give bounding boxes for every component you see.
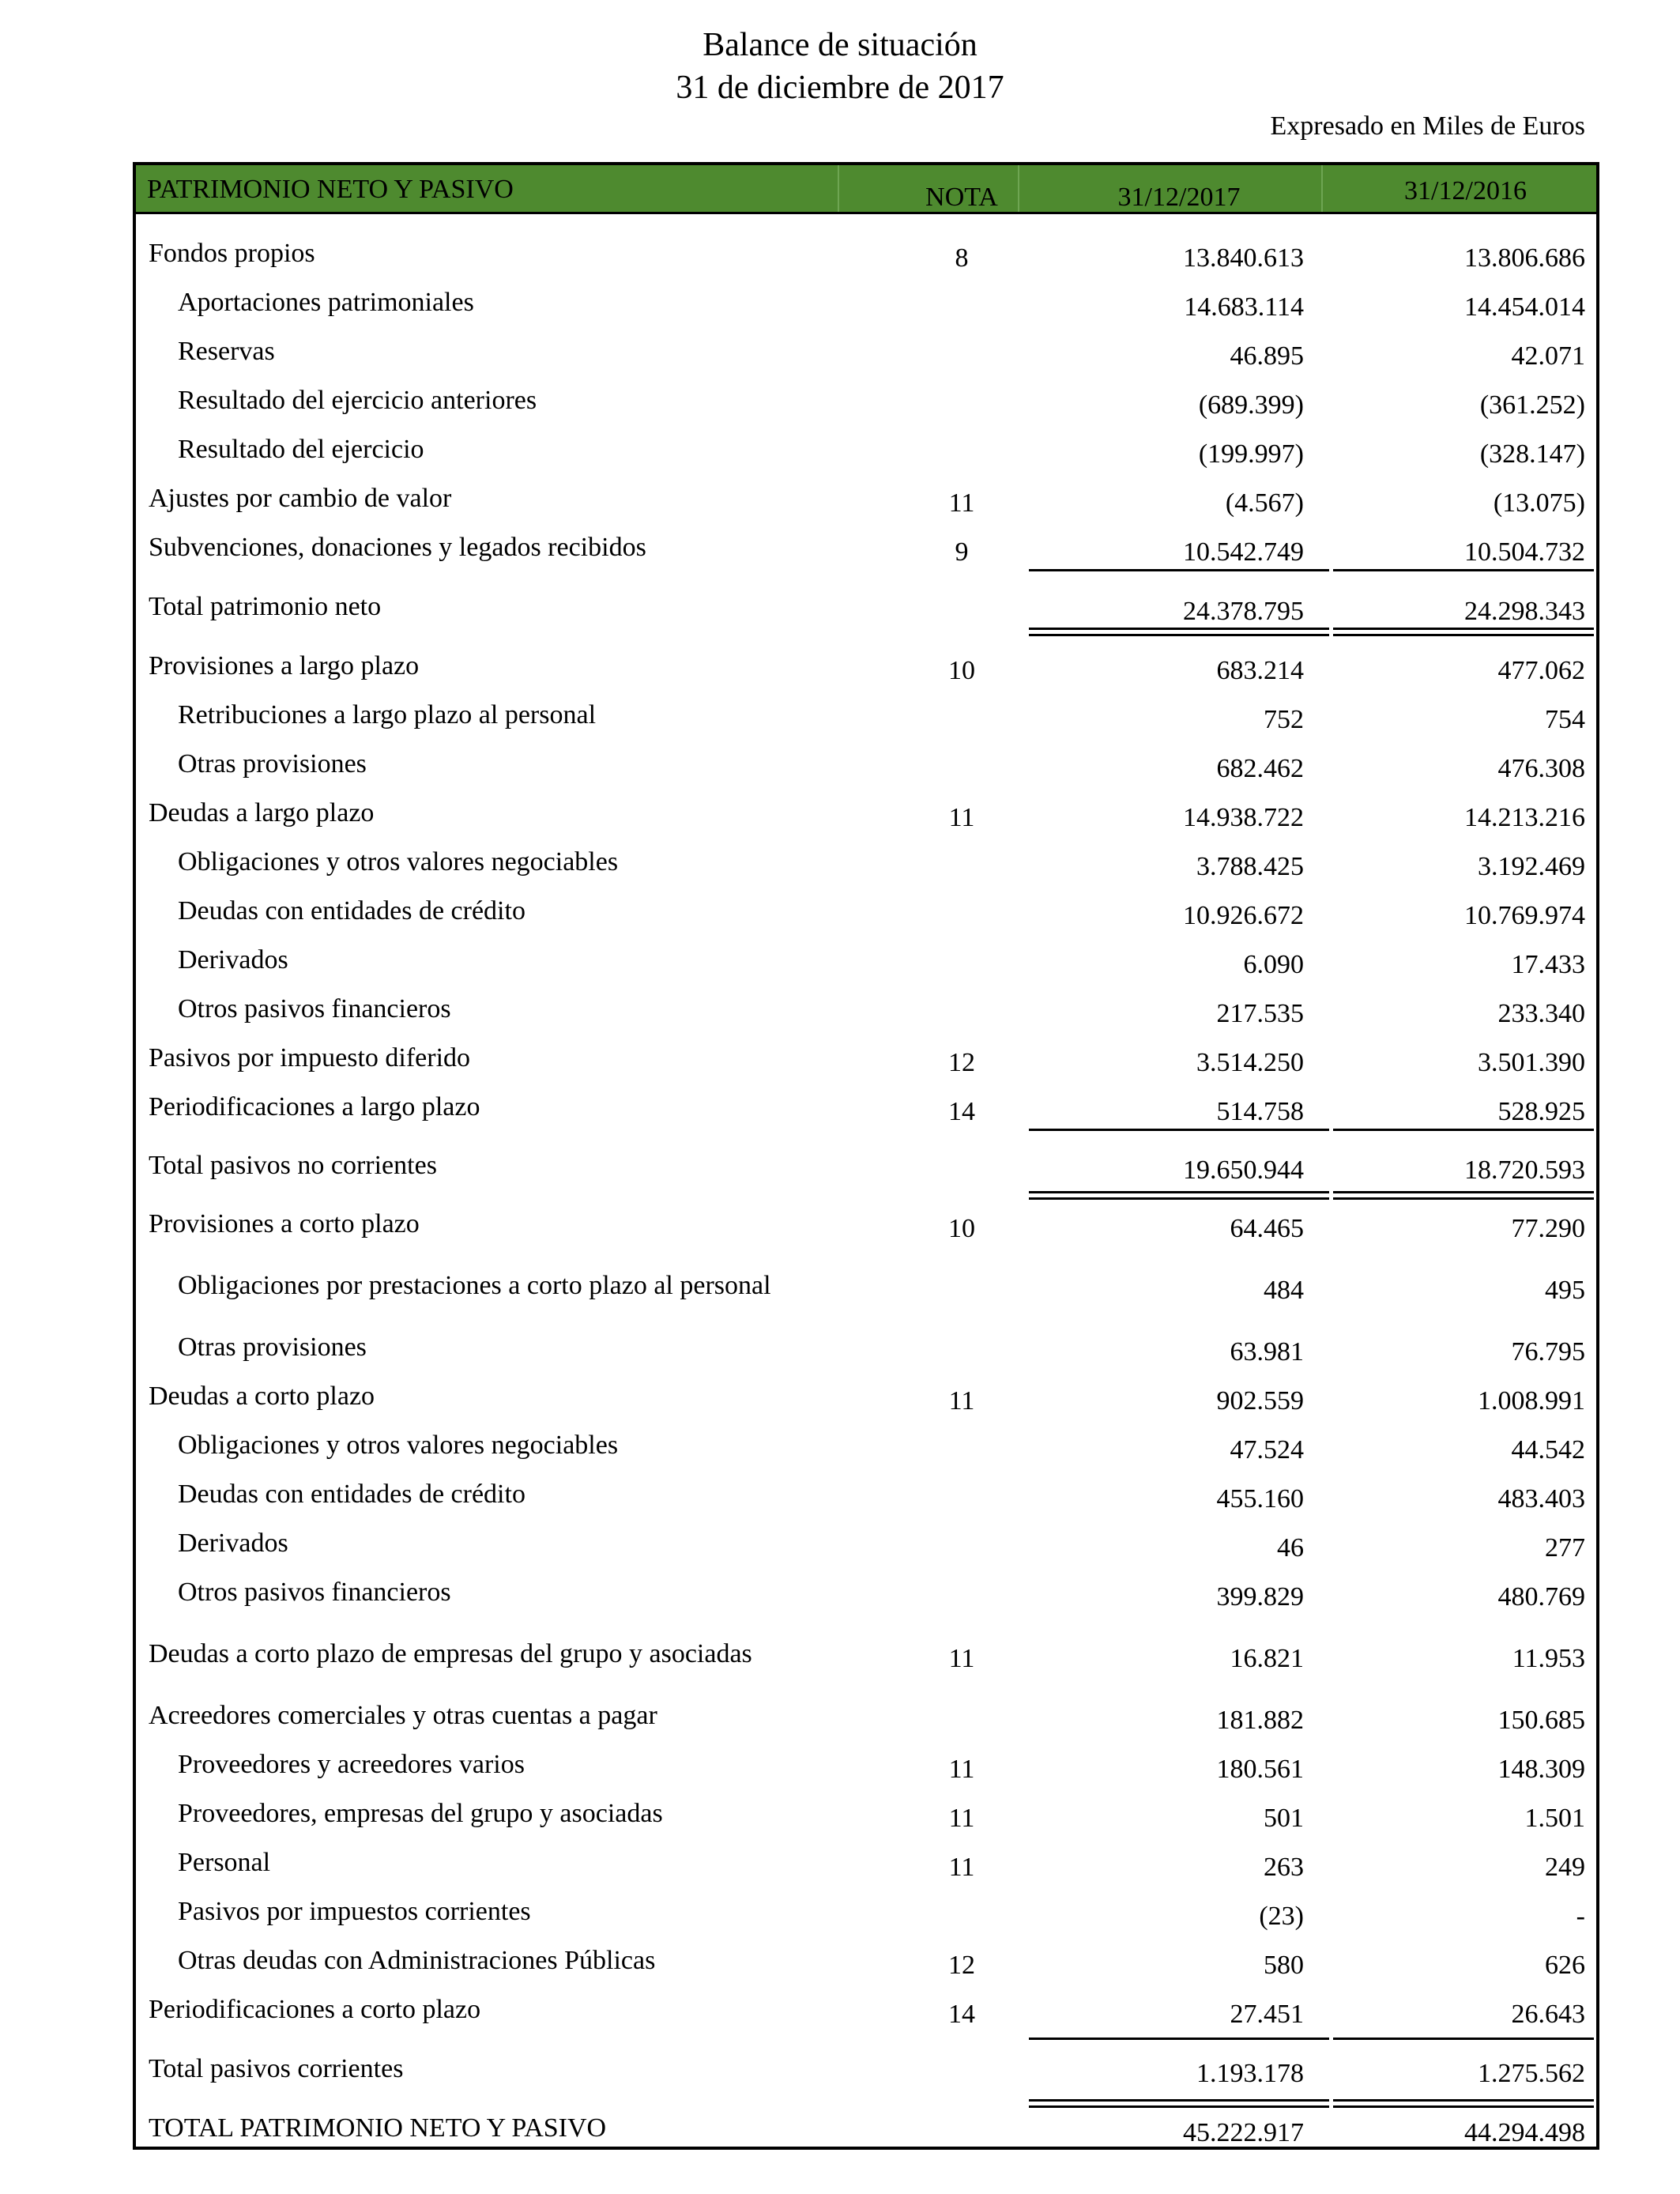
row-value-2017: 46 xyxy=(1277,1533,1304,1563)
header-col-2016: 31/12/2016 xyxy=(1404,176,1527,205)
row-value-2017: 752 xyxy=(1264,705,1304,734)
table-row xyxy=(136,2107,1596,2154)
row-value-2016: 44.542 xyxy=(1511,1435,1585,1465)
table-row xyxy=(136,1265,1596,1312)
total-double-rule xyxy=(1029,1197,1329,1200)
table-row xyxy=(136,988,1596,1035)
row-value-2017: (689.399) xyxy=(1198,390,1304,420)
row-value-2017: 181.882 xyxy=(1216,1706,1304,1735)
row-value-2017: 64.465 xyxy=(1230,1214,1304,1243)
row-value-2016: 148.309 xyxy=(1497,1755,1585,1784)
row-nota: 12 xyxy=(948,1048,975,1077)
row-label: Resultado del ejercicio anteriores xyxy=(178,386,537,415)
row-label: Deudas a largo plazo xyxy=(149,798,375,827)
table-row xyxy=(136,1695,1596,1742)
row-label: Deudas a corto plazo xyxy=(149,1382,375,1411)
row-value-2017: 6.090 xyxy=(1243,950,1304,979)
row-label: Provisiones a largo plazo xyxy=(149,651,420,680)
header-separator xyxy=(838,165,839,212)
row-label: Deudas con entidades de crédito xyxy=(178,896,525,925)
row-value-2017: 45.222.917 xyxy=(1183,2118,1304,2147)
row-label: Derivados xyxy=(178,1529,288,1558)
table-row xyxy=(136,428,1596,476)
row-value-2017: 46.895 xyxy=(1230,341,1304,371)
header-label: PATRIMONIO NETO Y PASIVO xyxy=(147,175,514,204)
table-row xyxy=(136,1744,1596,1791)
row-nota: 10 xyxy=(948,656,975,685)
row-value-2016: 528.925 xyxy=(1497,1097,1585,1126)
row-value-2016: (361.252) xyxy=(1479,390,1585,420)
table-row xyxy=(136,1203,1596,1250)
row-value-2016: 10.504.732 xyxy=(1464,537,1585,567)
table-row xyxy=(136,1473,1596,1521)
row-label: Ajustes por cambio de valor xyxy=(149,484,452,513)
row-value-2016: - xyxy=(1576,1902,1585,1931)
header-col-2017: 31/12/2017 xyxy=(1117,183,1241,212)
row-value-2017: (4.567) xyxy=(1225,488,1304,518)
row-label: Otras provisiones xyxy=(178,749,367,778)
subtotal-rule xyxy=(1333,2038,1594,2040)
row-label: TOTAL PATRIMONIO NETO Y PASIVO xyxy=(149,2113,607,2143)
row-label: Acreedores comerciales y otras cuentas a pagar xyxy=(149,1701,657,1730)
row-value-2017: 484 xyxy=(1264,1276,1304,1305)
row-nota: 11 xyxy=(948,488,975,518)
row-label: Pasivos por impuesto diferido xyxy=(149,1043,471,1072)
row-nota: 10 xyxy=(948,1214,975,1243)
table-row xyxy=(136,1375,1596,1423)
row-value-2017: 24.378.795 xyxy=(1183,597,1304,626)
table-row xyxy=(136,1989,1596,2036)
table-row xyxy=(136,890,1596,937)
table-header xyxy=(136,165,1596,214)
row-label: Reservas xyxy=(178,337,275,366)
table-row xyxy=(136,2048,1596,2095)
row-label: Periodificaciones a corto plazo xyxy=(149,1995,481,2024)
table-row xyxy=(136,645,1596,692)
row-nota: 11 xyxy=(948,1644,975,1673)
row-value-2016: 480.769 xyxy=(1497,1582,1585,1612)
row-value-2017: 27.451 xyxy=(1230,2000,1304,2029)
row-value-2016: 754 xyxy=(1545,705,1585,734)
row-label: Subvenciones, donaciones y legados recibidos xyxy=(149,533,646,562)
row-value-2017: 683.214 xyxy=(1216,656,1304,685)
row-value-2017: (199.997) xyxy=(1198,439,1304,469)
document-date: 31 de diciembre de 2017 xyxy=(676,70,1004,106)
subtotal-rule xyxy=(1029,569,1329,571)
row-value-2017: 47.524 xyxy=(1230,1435,1304,1465)
row-label: Aportaciones patrimoniales xyxy=(178,288,474,317)
subtotal-rule xyxy=(1333,1129,1594,1131)
total-double-rule xyxy=(1333,1191,1594,1193)
row-value-2016: 249 xyxy=(1545,1853,1585,1882)
row-label: Otras deudas con Administraciones Públicas xyxy=(178,1946,656,1975)
row-value-2016: 42.071 xyxy=(1511,341,1585,371)
row-value-2017: 514.758 xyxy=(1216,1097,1304,1126)
table-row xyxy=(136,1424,1596,1472)
table-row xyxy=(136,1086,1596,1133)
row-value-2017: 14.938.722 xyxy=(1183,803,1304,832)
row-value-2016: 1.008.991 xyxy=(1478,1386,1585,1416)
row-value-2017: 1.193.178 xyxy=(1196,2059,1304,2088)
table-row xyxy=(136,1144,1596,1192)
row-value-2016: 626 xyxy=(1545,1951,1585,1980)
total-double-rule xyxy=(1029,634,1329,636)
row-value-2017: (23) xyxy=(1259,1902,1304,1931)
table-row xyxy=(136,1891,1596,1938)
total-double-rule xyxy=(1333,628,1594,630)
table-row xyxy=(136,1326,1596,1374)
header-separator xyxy=(1321,165,1323,212)
row-label: Proveedores, empresas del grupo y asociadas xyxy=(178,1799,663,1828)
row-label: Total pasivos no corrientes xyxy=(149,1151,437,1180)
row-value-2016: 17.433 xyxy=(1511,950,1585,979)
row-label: Proveedores y acreedores varios xyxy=(178,1750,525,1779)
row-value-2017: 13.840.613 xyxy=(1183,243,1304,273)
table-row xyxy=(136,1842,1596,1889)
row-label: Resultado del ejercicio xyxy=(178,435,424,464)
row-label: Otros pasivos financieros xyxy=(178,1578,451,1607)
row-nota: 11 xyxy=(948,1386,975,1416)
table-row xyxy=(136,232,1596,280)
row-value-2016: 476.308 xyxy=(1497,754,1585,783)
header-separator xyxy=(1018,165,1019,212)
row-value-2016: (13.075) xyxy=(1493,488,1585,518)
units-note: Expresado en Miles de Euros xyxy=(1270,111,1585,141)
row-nota: 11 xyxy=(948,1853,975,1882)
row-value-2017: 580 xyxy=(1264,1951,1304,1980)
row-value-2016: 26.643 xyxy=(1511,2000,1585,2029)
row-label: Retribuciones a largo plazo al personal xyxy=(178,700,597,729)
row-label: Periodificaciones a largo plazo xyxy=(149,1092,480,1122)
row-value-2017: 399.829 xyxy=(1216,1582,1304,1612)
row-nota: 11 xyxy=(948,803,975,832)
row-value-2016: 14.213.216 xyxy=(1464,803,1585,832)
row-value-2016: 1.501 xyxy=(1524,1804,1585,1833)
row-label: Otros pasivos financieros xyxy=(178,994,451,1023)
table-row xyxy=(136,1037,1596,1084)
row-nota: 9 xyxy=(955,537,969,567)
row-label: Obligaciones y otros valores negociables xyxy=(178,1431,619,1460)
row-value-2017: 3.788.425 xyxy=(1196,852,1304,881)
row-value-2017: 10.542.749 xyxy=(1183,537,1304,567)
total-double-rule xyxy=(1333,2099,1594,2102)
row-label: Provisiones a corto plazo xyxy=(149,1209,420,1238)
row-value-2017: 10.926.672 xyxy=(1183,901,1304,930)
row-label: Personal xyxy=(178,1848,271,1877)
table-row xyxy=(136,1633,1596,1680)
row-value-2017: 455.160 xyxy=(1216,1484,1304,1514)
table-row xyxy=(136,841,1596,888)
row-value-2016: 11.953 xyxy=(1512,1644,1585,1673)
row-label: Deudas a corto plazo de empresas del grupo y asociadas xyxy=(149,1639,752,1668)
table-row xyxy=(136,281,1596,329)
row-nota: 14 xyxy=(948,1097,975,1126)
total-double-rule xyxy=(1333,2105,1594,2108)
row-value-2016: 14.454.014 xyxy=(1464,292,1585,322)
subtotal-rule xyxy=(1333,569,1594,571)
row-value-2016: 76.795 xyxy=(1511,1337,1585,1367)
subtotal-rule xyxy=(1029,2038,1329,2040)
row-label: Derivados xyxy=(178,945,288,974)
row-value-2016: 44.294.498 xyxy=(1464,2118,1585,2147)
table-row xyxy=(136,939,1596,986)
row-value-2017: 14.683.114 xyxy=(1184,292,1304,322)
row-value-2016: 1.275.562 xyxy=(1478,2059,1585,2088)
row-label: Fondos propios xyxy=(149,239,315,268)
row-value-2016: 24.298.343 xyxy=(1464,597,1585,626)
row-value-2016: 77.290 xyxy=(1511,1214,1585,1243)
row-value-2016: 10.769.974 xyxy=(1464,901,1585,930)
row-value-2016: 495 xyxy=(1545,1276,1585,1305)
row-value-2017: 19.650.944 xyxy=(1183,1155,1304,1185)
table-row xyxy=(136,792,1596,839)
total-double-rule xyxy=(1029,628,1329,630)
total-double-rule xyxy=(1333,1197,1594,1200)
row-label: Otras provisiones xyxy=(178,1333,367,1362)
row-label: Deudas con entidades de crédito xyxy=(178,1480,525,1509)
row-value-2016: 13.806.686 xyxy=(1464,243,1585,273)
row-value-2017: 217.535 xyxy=(1216,999,1304,1028)
row-value-2017: 3.514.250 xyxy=(1196,1048,1304,1077)
row-label: Pasivos por impuestos corrientes xyxy=(178,1897,531,1926)
row-label: Obligaciones y otros valores negociables xyxy=(178,847,619,876)
row-value-2017: 902.559 xyxy=(1216,1386,1304,1416)
table-row xyxy=(136,330,1596,378)
total-double-rule xyxy=(1029,2099,1329,2102)
row-value-2016: 3.501.390 xyxy=(1478,1048,1585,1077)
row-nota: 12 xyxy=(948,1951,975,1980)
table-row xyxy=(136,526,1596,574)
table-row xyxy=(136,743,1596,790)
table-row xyxy=(136,1793,1596,1840)
row-nota: 11 xyxy=(948,1804,975,1833)
subtotal-rule xyxy=(1029,1129,1329,1131)
row-value-2016: 277 xyxy=(1545,1533,1585,1563)
header-nota: NOTA xyxy=(925,183,998,212)
row-value-2016: 18.720.593 xyxy=(1464,1155,1585,1185)
document-title: Balance de situación xyxy=(703,27,977,63)
table-row xyxy=(136,586,1596,633)
row-value-2016: 477.062 xyxy=(1497,656,1585,685)
row-label: Total pasivos corrientes xyxy=(149,2054,404,2083)
row-label: Obligaciones por prestaciones a corto plazo al personal xyxy=(178,1271,771,1300)
row-value-2016: 233.340 xyxy=(1497,999,1585,1028)
row-value-2016: (328.147) xyxy=(1479,439,1585,469)
table-row xyxy=(136,379,1596,427)
row-nota: 8 xyxy=(955,243,969,273)
table-row xyxy=(136,1522,1596,1570)
table-row xyxy=(136,694,1596,741)
row-nota: 11 xyxy=(948,1755,975,1784)
row-value-2017: 63.981 xyxy=(1230,1337,1304,1367)
table-row xyxy=(136,477,1596,525)
table-row xyxy=(136,1940,1596,1987)
total-double-rule xyxy=(1333,634,1594,636)
row-value-2016: 150.685 xyxy=(1497,1706,1585,1735)
row-value-2017: 16.821 xyxy=(1230,1644,1304,1673)
row-value-2016: 3.192.469 xyxy=(1478,852,1585,881)
row-value-2017: 682.462 xyxy=(1216,754,1304,783)
row-value-2017: 180.561 xyxy=(1216,1755,1304,1784)
balance-table xyxy=(133,162,1599,2150)
total-double-rule xyxy=(1029,2105,1329,2108)
table-row xyxy=(136,1571,1596,1619)
row-label: Total patrimonio neto xyxy=(149,592,382,621)
row-value-2017: 263 xyxy=(1264,1853,1304,1882)
row-nota: 14 xyxy=(948,2000,975,2029)
row-value-2017: 501 xyxy=(1264,1804,1304,1833)
row-value-2016: 483.403 xyxy=(1497,1484,1585,1514)
total-double-rule xyxy=(1029,1191,1329,1193)
